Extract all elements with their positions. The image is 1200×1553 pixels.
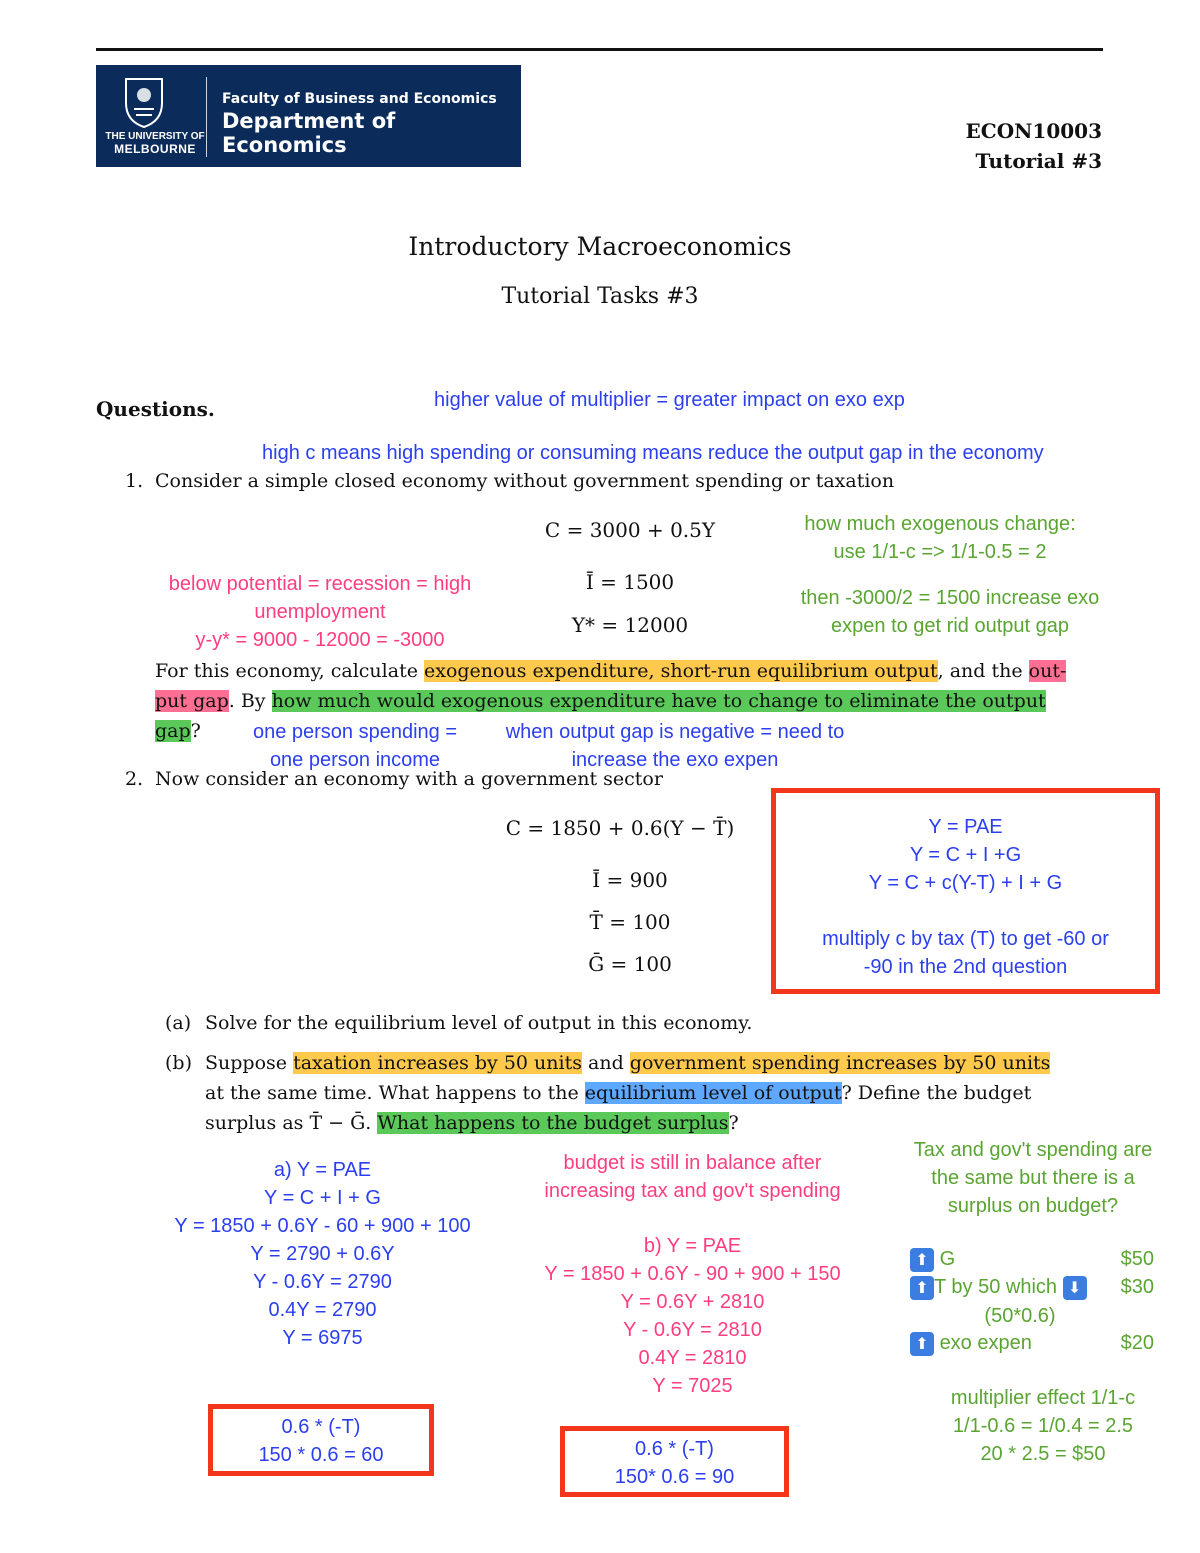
q1-text-pre: For this economy, calculate: [155, 660, 424, 682]
q1-line-2: [155, 686, 1105, 716]
highlight-surplus: What happens to the budget surplus: [377, 1112, 729, 1134]
q1-number: 1.: [125, 470, 144, 492]
pae-note-box: [771, 788, 1160, 994]
note-below-line-3: y-y* = 9000 - 12000 = -3000: [195, 629, 445, 651]
box-b-line-1: 0.6 * (-T): [635, 1438, 714, 1460]
down-arrow-icon: ⬇: [1063, 1276, 1087, 1300]
note-then: [760, 584, 1140, 640]
row-exo-label: exo expen: [939, 1332, 1032, 1354]
q2-eq-tax: T̄ = 100: [589, 910, 671, 934]
highlight-output-gap-1: out-: [1028, 660, 1067, 682]
q2-eq-consumption: C = 1850 + 0.6(Y − T̄): [505, 816, 735, 840]
multiplier-line-3: 20 * 2.5 = $50: [980, 1443, 1106, 1465]
q2-text: Now consider an economy with a government sector: [155, 768, 663, 790]
university-line-1: THE UNIVERSITY OF: [105, 131, 205, 142]
university-line-2: MELBOURNE: [114, 142, 196, 156]
q2b-line2-post: ? Define the budget: [841, 1082, 1032, 1104]
university-banner: [96, 65, 521, 167]
answer-b: [515, 1232, 870, 1400]
box-a-line-1: 0.6 * (-T): [281, 1416, 361, 1438]
row-exo-value: $20: [1120, 1332, 1154, 1354]
row-g: [910, 1245, 1160, 1275]
faculty-name: Faculty of Business and Economics: [222, 91, 497, 107]
box-answer-b: [560, 1426, 789, 1497]
q2-eq-investment: Ī = 900: [592, 868, 668, 892]
q1-line-1: [155, 656, 1105, 686]
note-budget-balance: [515, 1149, 870, 1205]
q2b-paragraph: [205, 1048, 1105, 1138]
note-below-line-1: below potential = recession = high: [168, 573, 472, 595]
q2b-line-2: [205, 1078, 1105, 1108]
q2a-text: Solve for the equilibrium level of output in this economy.: [205, 1012, 753, 1034]
row-t: [910, 1273, 1160, 1303]
row-g-value: $50: [1120, 1248, 1154, 1270]
answer-b-line-3: Y = 0.6Y + 2810: [620, 1291, 765, 1313]
answer-a-line-1: a) Y = PAE: [273, 1159, 372, 1181]
university-crest-icon: [122, 75, 166, 129]
pae-note-line-4: [776, 897, 1155, 925]
highlight-change: how much would exogenous expenditure have to change to eliminate the output: [271, 690, 1046, 712]
answer-a: [140, 1156, 505, 1352]
up-arrow-icon: ⬆: [910, 1332, 934, 1356]
highlight-equilibrium: equilibrium level of output: [584, 1082, 842, 1104]
q1-eq-consumption: C = 3000 + 0.5Y: [544, 518, 716, 542]
highlight-gov-spending: government spending increases by 50 units: [629, 1052, 1051, 1074]
highlight-output-gap-2: put gap: [155, 690, 229, 712]
multiplier-line-1: multiplier effect 1/1-c: [950, 1387, 1136, 1409]
q1-text: Consider a simple closed economy without government spending or taxation: [155, 470, 895, 492]
q2b-line-1: [205, 1048, 1105, 1078]
row-t-calc: (50*0.6): [984, 1305, 1056, 1327]
q2a-label: (a): [165, 1012, 192, 1034]
department-name: Department of Economics: [222, 109, 396, 157]
note-negative-line-1: when output gap is negative = need to: [505, 721, 845, 743]
note-below-potential: [140, 570, 500, 654]
row-exo: [910, 1329, 1160, 1359]
highlight-tax: taxation increases by 50 units: [293, 1052, 582, 1074]
note-tax-line-3: surplus on budget?: [947, 1195, 1119, 1217]
note-then-line-2: expen to get rid output gap: [831, 615, 1069, 637]
note-budget-line-2: increasing tax and gov't spending: [544, 1180, 841, 1202]
box-answer-a-text: [213, 1409, 429, 1469]
page-title: Introductory Macroeconomics: [408, 232, 792, 261]
note-negative-line-2: increase the exo expen: [571, 749, 779, 771]
answer-b-line-4: Y - 0.6Y = 2810: [623, 1319, 762, 1341]
answer-a-line-6: 0.4Y = 2790: [268, 1299, 377, 1321]
box-b-line-2: 150* 0.6 = 90: [614, 1466, 735, 1488]
q1-text-by: . By: [228, 690, 272, 712]
course-code: ECON10003: [965, 119, 1102, 143]
q2b-line3-pre: surplus as T̄ − Ḡ.: [205, 1112, 378, 1134]
tutorial-number: Tutorial #3: [975, 149, 1102, 173]
highlight-gap-3: gap: [155, 720, 191, 742]
note-exo-change-line-1: how much exogenous change:: [804, 513, 1076, 535]
q1-text-mid: , and the: [937, 660, 1029, 682]
answer-a-line-4: Y = 2790 + 0.6Y: [250, 1243, 395, 1265]
pae-note-text: [776, 793, 1155, 981]
q1-eq-potential: Y* = 12000: [571, 613, 689, 637]
questions-heading: Questions.: [96, 397, 215, 421]
note-multiplier-effect: [893, 1384, 1193, 1468]
pae-note-line-6: -90 in the 2nd question: [863, 956, 1068, 978]
multiplier-line-2: 1/1-0.6 = 1/0.4 = 2.5: [952, 1415, 1134, 1437]
note-tax-line-1: Tax and gov't spending are: [913, 1139, 1153, 1161]
up-arrow-icon: ⬆: [910, 1276, 934, 1300]
highlight-exogenous: exogenous expenditure, short-run equilibrium output: [424, 660, 938, 682]
pae-note-line-5: multiply c by tax (T) to get -60 or: [822, 928, 1109, 950]
row-t-label: T by 50 which: [934, 1276, 1058, 1298]
note-exo-change: [760, 510, 1120, 566]
row-g-label: G: [939, 1248, 956, 1270]
page-subtitle: Tutorial Tasks #3: [501, 284, 699, 309]
answer-a-line-3: Y = 1850 + 0.6Y - 60 + 900 + 100: [174, 1215, 471, 1237]
pae-note-line-1: Y = PAE: [928, 816, 1003, 838]
q1-text-end: ?: [190, 720, 201, 742]
answer-b-line-6: Y = 7025: [652, 1375, 733, 1397]
banner-separator: [206, 77, 207, 157]
q2-eq-government: Ḡ = 100: [588, 952, 672, 976]
q2b-pre: Suppose: [205, 1052, 294, 1074]
q2-number: 2.: [125, 768, 144, 790]
answer-b-line-5: 0.4Y = 2810: [638, 1347, 747, 1369]
note-exo-change-line-2: use 1/1-c => 1/1-0.5 = 2: [833, 541, 1047, 563]
q1-eq-investment: Ī = 1500: [585, 570, 675, 594]
answer-b-line-2: Y = 1850 + 0.6Y - 90 + 900 + 150: [544, 1263, 841, 1285]
answer-a-line-7: Y = 6975: [282, 1327, 363, 1349]
row-t-value: $30: [1120, 1276, 1154, 1298]
box-answer-a: [208, 1404, 434, 1476]
q2b-line2-pre: at the same time. What happens to the: [205, 1082, 585, 1104]
answer-b-line-1: b) Y = PAE: [643, 1235, 742, 1257]
top-rule: [96, 48, 1103, 51]
pae-note-line-2: Y = C + I +G: [909, 844, 1022, 866]
note-tax-line-2: the same but there is a: [931, 1167, 1135, 1189]
q2b-line-3: [205, 1108, 1105, 1138]
q2b-and: and: [581, 1052, 630, 1074]
note-person-line-2: one person income: [269, 749, 441, 771]
note-then-line-1: then -3000/2 = 1500 increase exo: [800, 587, 1100, 609]
note-budget-line-1: budget is still in balance after: [563, 1152, 822, 1174]
course-info: [966, 116, 1102, 176]
q2b-label: (b): [165, 1052, 192, 1074]
note-multiplier: higher value of multiplier = greater impact on exo exp: [434, 389, 905, 411]
note-person-line-1: one person spending =: [252, 721, 458, 743]
university-name: [100, 131, 210, 155]
pae-note-line-3: Y = C + c(Y-T) + I + G: [868, 872, 1063, 894]
q2b-line3-post: ?: [728, 1112, 739, 1134]
box-a-line-2: 150 * 0.6 = 60: [258, 1444, 384, 1466]
answer-a-line-2: Y = C + I + G: [264, 1187, 381, 1209]
note-high-c: high c means high spending or consuming means reduce the output gap in the economy: [262, 442, 1044, 464]
up-arrow-icon: ⬆: [910, 1248, 934, 1272]
note-below-line-2: unemployment: [254, 601, 386, 623]
answer-a-line-5: Y - 0.6Y = 2790: [253, 1271, 392, 1293]
note-tax-gov: [893, 1136, 1173, 1220]
box-answer-b-text: [565, 1431, 784, 1491]
